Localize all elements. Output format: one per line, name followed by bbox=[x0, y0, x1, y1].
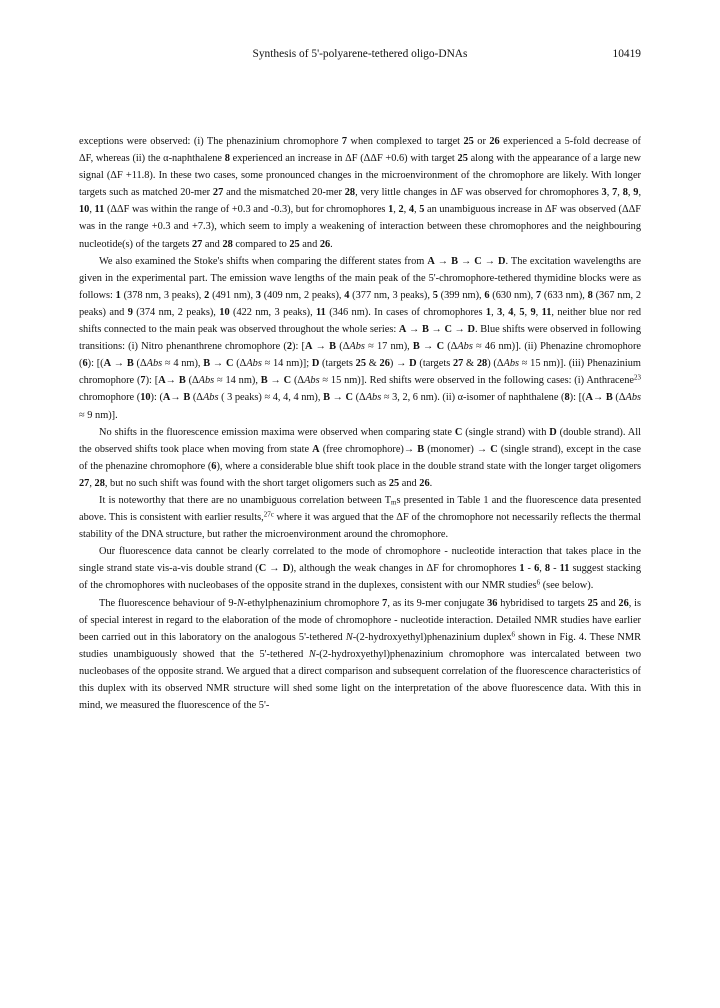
paragraph: Our fluorescence data cannot be clearly correlated to the mode of chromophore - nucleotide interaction that takes place in the single strand state vis-a-vis double strand (C → D), although the weak changes in ΔF for chromophores 1 - 6, 8 - 11 suggest stacking of the chromophores with nucleobases of the opposite strand in the duplexes, consistent with our NMR studies$^6$ (see below). bbox=[79, 546, 641, 592]
body-text bbox=[79, 133, 641, 714]
paragraph: We also examined the Stoke's shifts when comparing the different states from A → B → C → D. The excitation wavelengths are given in the experimental part. The emission wave lengths of the main peak of the 5'-chromophore-tethered thymidine blocks were as follows: 1 (378 nm, 3 peaks), 2 (491 nm), 3 (409 nm, 2 peaks), 4 (377 nm, 3 peaks), 5 (399 nm), 6 (630 nm), 7 (633 nm), 8 (367 nm, 2 peaks) and 9 (374 nm, 2 peaks), 10 (422 nm, 3 peaks), 11 (346 nm). In cases of chromophores 1, 3, 4, 5, 9, 11, neither blue nor red shifts connected to the main peak was observed throughout the whole series: A → B → C → D. Blue shifts were observed in following transitions: (i) Nitro phenanthrene chromophore (2): [A → B (ΔAbs ≈ 17 nm), B → C (ΔAbs ≈ 46 nm)]. (ii) Phenazine chromophore (6): [(A → B (ΔAbs ≈ 4 nm), B → C (ΔAbs ≈ 14 nm)]; D (targets 25 & 26) → D (targets 27 & 28) (ΔAbs ≈ 15 nm)]. (iii) Phenazinium chromophore (7): [A→ B (ΔAbs ≈ 14 nm), B → C (ΔAbs ≈ 15 nm)]. Red shifts were observed in the following cases: (i) Anthracene$^{23}$ chromophore (10): (A→ B (ΔAbs ( 3 peaks) ≈ 4, 4, 4 nm), B → C (ΔAbs ≈ 3, 2, 6 nm). (ii) α-isomer of naphthalene (8): [(A→ B (ΔAbs ≈ 9 nm)]. bbox=[79, 255, 642, 421]
paragraph: The fluorescence behaviour of 9-N-ethylphenazinium chromophore 7, as its 9-mer conjugate 36 hybridised to targets 25 and 26, is of special interest in regard to the elaboration of the mode of chromophore - nucleotide interaction. Detailed NMR studies have earlier been carried out in this laboratory on the analogous 5'-tethered N-(2-hydroxyethyl)phenazinium duplex$^6$ shown in Fig. 4. These NMR studies unambiguously showed that the 5'-tethered N-(2-hydroxyethyl)phenazinium chromophore was intercalated between two nucleobases of the opposite strand. We argued that a direct comparison and subsequent correlation of the fluorescence characteristics of this duplex with its observed NMR structure will shed some light on the interpretation of the above fluorescence data. With this in mind, we measured the fluorescence of the 5'- bbox=[79, 597, 642, 712]
paragraph: No shifts in the fluorescence emission maxima were observed when comparing state C (single strand) with D (double strand). All the observed shifts took place when moving from state A (free chromophore)→ B (monomer) → C (single strand), except in the case of the phenazine chromophore (6), where a considerable blue shift took place in the double strand state with the longer target oligomers 27, 28, but no such shift was found with the short target oligomers such as 25 and 26. bbox=[79, 426, 641, 489]
page-number: 10419 bbox=[612, 48, 641, 60]
running-head bbox=[79, 48, 641, 66]
paragraph: It is noteworthy that there are no unambiguous correlation between $T_ms$ presented in Table 1 and the fluorescence data presented above. This is consistent with earlier results,$^{27c}$ where it was argued that the ΔF of the chromophore not necessarily reflects the thermal stability of the DNA structure, but rather the microenvironment around the chromophore. bbox=[79, 494, 641, 541]
paragraph: exceptions were observed: (i) The phenazinium chromophore 7 when complexed to target 25 or 26 experienced a 5-fold decrease of ΔF, whereas (ii) the α-naphthalene 8 experienced an increase in ΔF (ΔΔF +0.6) with target 25 along with the appearance of a large new signal (ΔF +11.8). In these two cases, some pronounced changes in the microenvironment of the chromophore are likely. With longer targets such as matched 20-mer 27 and the mismatched 20-mer 28, very little changes in ΔF was observed for chromophores 3, 7, 8, 9, 10, 11 (ΔΔF was within the range of +0.3 and -0.3), but for chromophores 1, 2, 4, 5 an unambiguous increase in ΔF was observed (ΔΔF was in the range +0.3 and +7.3), which seem to imply a weakening of interaction between these chromophores and the neighbouring nucleotide(s) of the targets 27 and 28 compared to 25 and 26. bbox=[79, 136, 642, 250]
page bbox=[79, 48, 641, 714]
running-title: Synthesis of 5'-polyarene-tethered oligo-DNAs bbox=[252, 48, 468, 60]
